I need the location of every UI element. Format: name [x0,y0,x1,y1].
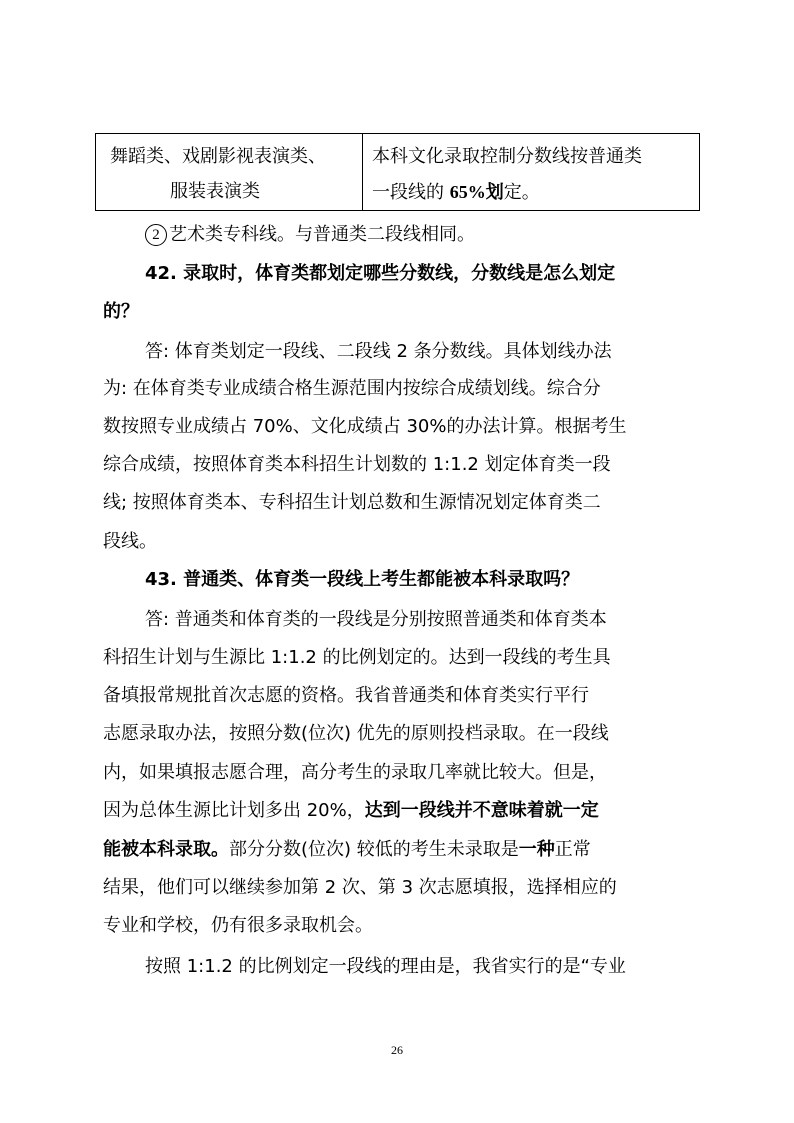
q42-title-text: 42. 录取时，体育类都划定哪些分数线，分数线是怎么划定 [145,263,616,284]
item-2-text: 艺术类专科线。与普通类二段线相同。 [169,224,475,245]
table-right-line-2 [372,182,540,203]
q43-line7-bold: 能被本科录取。 [103,839,229,860]
table-right-prefix: 一段线的 [372,182,450,203]
q42-answer-line-2: 为: 在体育类专业成绩合格生源范围内按综合成绩划线。综合分 [103,378,601,399]
page-number: 26 [391,1043,403,1057]
table-left-line-2: 服装表演类 [170,181,260,202]
q43-line7-normal: 部分分数(位次) 较低的考生未录取是 [229,839,519,860]
q42-title-line-1 [145,263,615,285]
circled-number: 2 [145,224,167,246]
q43-line6-normal: 因为总体生源比计划多出 20%， [103,800,365,821]
q43-answer-line-5: 内，如果填报志愿合理，高分考生的录取几率就比较大。但是， [103,762,607,783]
score-table [95,133,700,211]
q43-answer-line-7 [103,839,591,861]
q43-answer-line-2: 科招生计划与生源比 1:1.2 的比例划定的。达到一段线的考生具 [103,647,611,668]
q42-title-line-2 [103,301,139,323]
q43-line7-normal2: 正常 [554,839,591,860]
item-2 [145,224,475,246]
table-divider [362,134,363,210]
table-right-line-1: 本科文化录取控制分数线按普通类 [372,146,642,167]
q42-answer-line-5: 线; 按照体育类本、专科招生计划总数和生源情况划定体育类二 [103,492,601,513]
q43-answer-line-6 [103,800,599,822]
q42-answer-line-3: 数按照专业成绩占 70%、文化成绩占 30%的办法计算。根据考生 [103,416,627,437]
q43-answer-line-4: 志愿录取办法，按照分数(位次) 优先的原则投档录取。在一段线 [103,723,609,744]
q43-answer-line-8: 结果，他们可以继续参加第 2 次、第 3 次志愿填报，选择相应的 [103,877,617,898]
q43-line6-bold: 达到一段线并不意味着就一定 [364,800,599,821]
q42-answer-line-4: 综合成绩，按照体育类本科招生计划数的 1:1.2 划定体育类一段 [103,454,611,475]
q43-answer-line-1: 答: 普通类和体育类的一段线是分别按照普通类和体育类本 [145,609,607,630]
q43-title [145,569,579,591]
q43-title-text: 43. 普通类、体育类一段线上考生都能被本科录取吗？ [145,569,580,590]
q43-answer-line-9: 专业和学校，仍有很多录取机会。 [103,915,373,936]
q43-line7-bold2: 一种 [518,839,555,860]
last-paragraph-line: 按照 1:1.2 的比例划定一段线的理由是，我省实行的是“专业 [145,956,626,977]
q43-answer-line-3: 备填报常规批首次志愿的资格。我省普通类和体育类实行平行 [103,685,589,706]
table-right-bold: 65%划 [449,182,504,202]
q42-title-text-2: 的？ [103,301,139,322]
q42-answer-line-6: 段线。 [103,531,157,552]
table-left-line-1: 舞蹈类、戏剧影视表演类、 [110,146,326,167]
table-right-suffix: 定。 [503,182,540,203]
q42-answer-line-1: 答: 体育类划定一段线、二段线 2 条分数线。具体划线办法 [145,341,612,362]
